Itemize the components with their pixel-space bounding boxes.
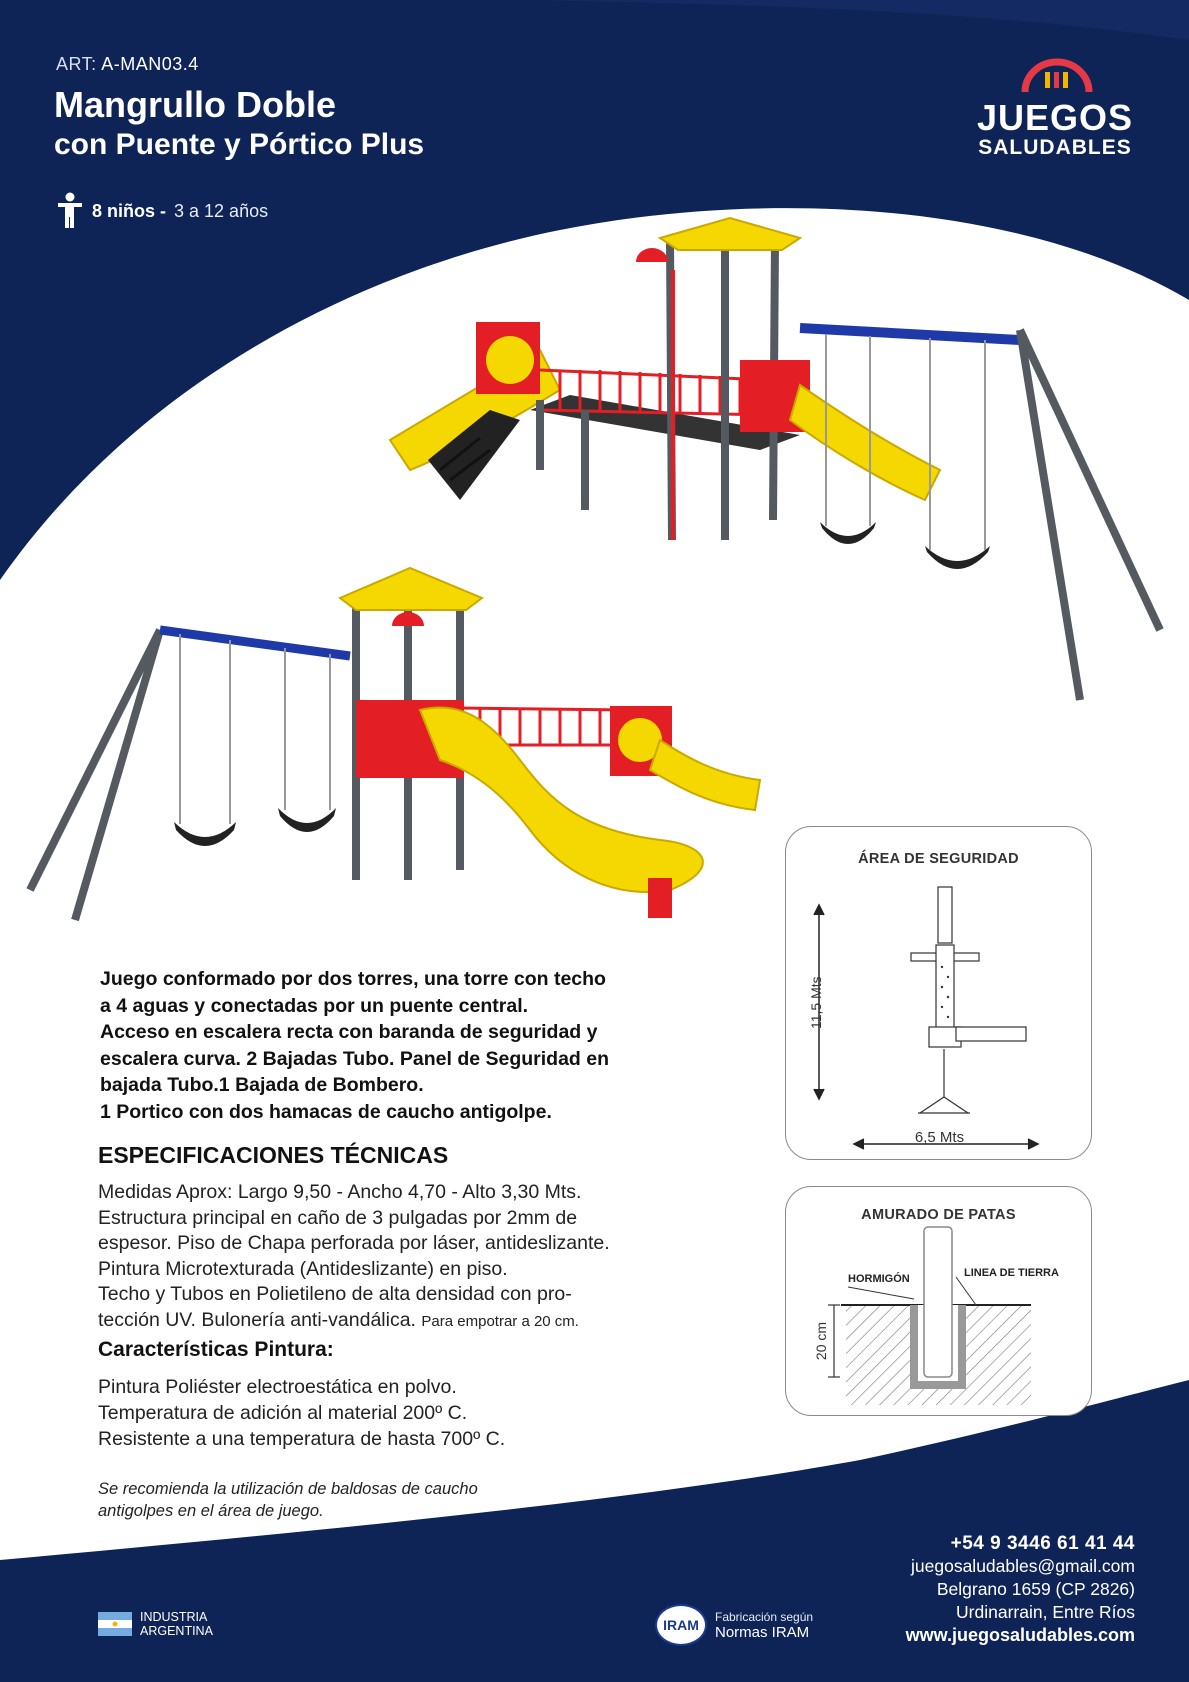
playground-render-back-icon: [20, 560, 780, 930]
industry-line2: ARGENTINA: [140, 1624, 213, 1638]
description-line: 1 Portico con dos hamacas de caucho antigolpe.: [100, 1100, 552, 1123]
spec-last-line: tección UV. Bulonería anti-vandálica.: [98, 1308, 416, 1331]
safety-area-title: ÁREA DE SEGURIDAD: [858, 851, 1019, 867]
article-code: ART: A-MAN03.4: [56, 54, 199, 74]
anchoring-title: AMURADO DE PATAS: [861, 1207, 1016, 1223]
paint-line: Resistente a una temperatura de hasta 700º C.: [98, 1428, 506, 1450]
description-line: bajada Tubo.1 Bajada de Bombero.: [100, 1074, 424, 1096]
product-description: [100, 966, 660, 1125]
anchoring-diagram: [786, 1187, 1093, 1417]
spec-line: Estructura principal en caño de 3 pulgadas por 2mm de: [98, 1206, 578, 1229]
specs-heading: ESPECIFICACIONES TÉCNICAS: [98, 1142, 449, 1168]
spec-line: espesor. Piso de Chapa perforada por láser, antideslizante.: [98, 1232, 610, 1254]
capacity-info: [56, 192, 268, 230]
note-line: Se recomienda la utilización de baldosas de caucho: [98, 1480, 478, 1498]
safety-area-width: 6,5 Mts: [914, 1129, 965, 1146]
description-line: escalera curva. 2 Bajadas Tubo. Panel de Seguridad en: [100, 1047, 610, 1070]
spec-line: [98, 1308, 658, 1335]
brand-logo: [975, 56, 1135, 160]
anchoring-panel: [785, 1186, 1092, 1416]
concrete-label: HORMIGÓN: [848, 1273, 910, 1285]
logo-text-saludables: SALUDABLES: [978, 136, 1132, 159]
description-line: Acceso en escalera recta con baranda de seguridad y: [100, 1021, 598, 1043]
safety-area-height: 11,5 Mts: [808, 976, 824, 1029]
iram-badge-text: IRAM: [663, 1617, 699, 1633]
ground-line-label: LINEA DE TIERRA: [964, 1267, 1059, 1279]
industry-line1: INDUSTRIA: [140, 1610, 208, 1624]
logo-text-juegos: JUEGOS: [976, 97, 1134, 138]
spec-line: Medidas Aprox: Largo 9,50 - Ancho 4,70 - Alto 3,30 Mts.: [98, 1181, 582, 1203]
argentina-flag-icon: [98, 1612, 132, 1636]
note-line: antigolpes en el área de juego.: [98, 1502, 324, 1520]
iram-certification: [655, 1604, 813, 1646]
paint-text: [98, 1374, 658, 1452]
capacity-age: 3 a 12 años: [174, 200, 269, 221]
description-line: Juego conformado por dos torres, una torre con techo: [100, 968, 606, 990]
capacity-kids: 8 niños -: [92, 200, 167, 221]
specs-text: [98, 1180, 658, 1334]
iram-logo-icon: [655, 1604, 707, 1646]
safety-area-panel: [785, 826, 1092, 1160]
address-line1: Belgrano 1659 (CP 2826): [936, 1579, 1135, 1599]
industria-argentina: [98, 1610, 213, 1638]
product-title: Mangrullo Doble: [54, 84, 336, 125]
logo-arc-icon: [1019, 56, 1095, 96]
description-line: a 4 aguas y conectadas por un puente central.: [100, 994, 529, 1017]
spec-line: Pintura Microtexturada (Antideslizante) en piso.: [98, 1257, 508, 1280]
recommendation-note: [98, 1478, 578, 1522]
iram-line1: Fabricación según: [715, 1609, 814, 1624]
address-line2: Urdinarrain, Entre Ríos: [956, 1602, 1135, 1622]
child-icon: [56, 192, 84, 230]
iram-line2: Normas IRAM: [715, 1623, 810, 1641]
paint-line: Pintura Poliéster electroestática en polvo.: [98, 1376, 457, 1398]
contact-info: [906, 1532, 1135, 1647]
phone-link[interactable]: +54 9 3446 61 41 44: [950, 1533, 1135, 1554]
spec-embed-note: Para empotrar a 20 cm.: [421, 1312, 579, 1330]
product-subtitle: con Puente y Pórtico Plus: [54, 128, 425, 161]
safety-area-diagram: [786, 827, 1093, 1161]
spec-line: Techo y Tubos en Polietileno de alta densidad con pro-: [98, 1283, 572, 1305]
paint-heading: Características Pintura:: [98, 1338, 334, 1361]
paint-line: Temperatura de adición al material 200º C.: [98, 1402, 468, 1424]
website-link[interactable]: www.juegosaludables.com: [905, 1625, 1135, 1645]
depth-label: 20 cm: [813, 1321, 830, 1361]
email-link[interactable]: juegosaludables@gmail.com: [911, 1556, 1135, 1576]
